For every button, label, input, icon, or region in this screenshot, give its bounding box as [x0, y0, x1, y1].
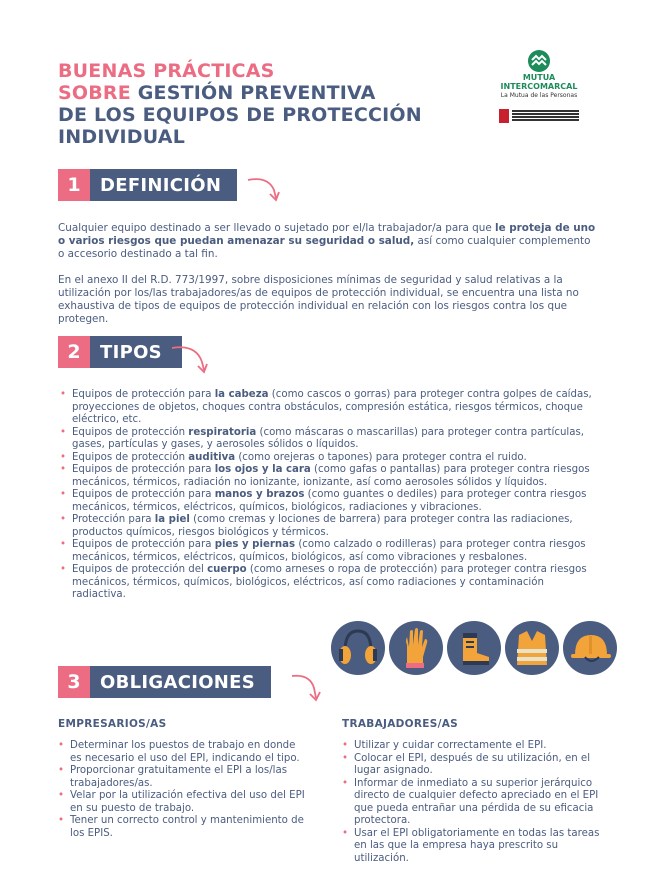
- ear-muffs-icon: [331, 621, 385, 675]
- section-definicion-header: [58, 169, 237, 201]
- item-text: (como guantes o dediles) para proteger contra riesgos mecánicos, térmicos, eléctricos, químicos, biológicos, radiaciones y vibraciones.: [72, 489, 587, 513]
- mutua-logo: [490, 50, 588, 124]
- curved-arrow-icon: [246, 176, 282, 206]
- item-text: (como cascos o gorras) para proteger contra golpes de caídas, proyecciones de objetos, choques contra obstáculos, compresión estática, riesgos térmicos, choque eléctrico, etc.: [72, 389, 592, 425]
- list-item: [60, 564, 600, 602]
- list-item: • Proporcionar gratuitamente el EPI a los/las trabajadores/as.: [58, 765, 308, 790]
- list-item: • Colocar el EPI, después de su utilización, en el lugar asignado.: [342, 753, 612, 778]
- government-seal-icon: [499, 108, 579, 124]
- boot-icon: [447, 621, 501, 675]
- item-bold: manos y brazos: [214, 489, 305, 500]
- curved-arrow-icon: [290, 672, 324, 706]
- item-text: Equipos de protección: [72, 451, 189, 463]
- list-item: [60, 489, 600, 514]
- list-item: [60, 514, 600, 539]
- logo-tagline: La Mutua de las Personas: [500, 92, 578, 99]
- list-item: • Velar por la utilización efectiva del uso del EPI en su puesto de trabajo.: [58, 790, 308, 815]
- item-bold: respiratoria: [188, 426, 257, 438]
- curved-arrow-icon: [170, 344, 210, 378]
- item-bold: cuerpo: [207, 564, 247, 575]
- section-tipos-header: [58, 336, 182, 368]
- item-text: (como máscaras o mascarillas) para proteger contra partículas, gases, partículas y gases, y aerosoles sólidos o líquidos.: [72, 426, 585, 450]
- list-item: • Informar de inmediato a su superior jerárquico directo de cualquier defecto apreciado en el EPI que pueda entrañar una pérdida de su eficacia protectora.: [342, 778, 612, 828]
- item-text: Equipos de protección para: [72, 539, 215, 550]
- definicion-text-bold: le proteja de uno o varios riesgos que puedan amenazar su seguridad o salud,: [58, 222, 596, 247]
- item-bold: la piel: [154, 514, 190, 525]
- item-text: Equipos de protección para: [72, 464, 215, 475]
- title-line-2-pink: SOBRE: [58, 82, 131, 104]
- logo-line-1: MUTUA: [522, 73, 556, 82]
- section-number: 1: [58, 169, 90, 201]
- helmet-icon: [563, 621, 617, 675]
- list-item: • Tener un correcto control y mantenimiento de los EPIS.: [58, 815, 308, 840]
- item-text: Equipos de protección para: [72, 389, 215, 400]
- item-text: Equipos de protección: [72, 426, 189, 438]
- item-bold: auditiva: [188, 451, 236, 463]
- item-text: (como orejeras o tapones) para proteger contra el ruido.: [235, 451, 527, 463]
- item-text: (como cremas y lociones de barrera) para proteger contra las radiaciones, productos químicos, riesgos biológicos y térmicos.: [72, 514, 573, 538]
- list-item: [60, 389, 600, 427]
- list-item: [60, 464, 600, 489]
- definicion-text-a: Cualquier equipo destinado a ser llevado o sujetado por el/la trabajador/a para que: [58, 222, 496, 234]
- glove-icon: [389, 621, 443, 675]
- item-text: (como arneses o ropa de protección) para proteger contra riesgos mecánicos, térmicos, químicos, biológicos, eléctricos, así como radiaciones y contaminación radiactiva.: [72, 564, 587, 600]
- item-text: (como calzado o rodilleras) para proteger contra riesgos mecánicos, térmicos, eléctricos, químicos, biológicos, así como vibraciones y resbalones.: [72, 539, 586, 563]
- section-obligaciones-header: [58, 666, 271, 698]
- title-line-2: [58, 82, 422, 104]
- logo-line-2: INTERCOMARCAL: [500, 82, 578, 91]
- safety-vest-icon: [505, 621, 559, 675]
- item-text: Equipos de protección del: [72, 564, 208, 575]
- mutua-logo-icon: [528, 50, 550, 72]
- section-label: DEFINICIÓN: [90, 169, 237, 201]
- section-number: 2: [58, 336, 90, 368]
- definicion-paragraph-2: En el anexo II del R.D. 773/1997, sobre disposiciones mínimas de seguridad y salud relativas a la utilización por los/las trabajadores/as de equipos de protección individual, se encuentra una lista no exhaustiva de tipos de equipos de protección individual en relación con los riesgos contra los que protegen.: [58, 274, 579, 325]
- list-item: • Utilizar y cuidar correctamente el EPI.: [342, 740, 612, 753]
- item-text: (como gafas o pantallas) para proteger contra riesgos mecánicos, térmicos, radiación no ionizante, ionizante, así como aerosoles sólidos y líquidos.: [72, 464, 590, 488]
- list-item: [60, 452, 600, 465]
- empresarios-list: [58, 740, 308, 840]
- item-bold: pies y piernas: [214, 539, 296, 550]
- trabajadores-list: [342, 740, 612, 865]
- page-title: [58, 60, 422, 148]
- title-line-2-rest: GESTIÓN PREVENTIVA: [130, 82, 376, 104]
- tipos-list: [60, 389, 600, 602]
- title-line-4: INDIVIDUAL: [58, 126, 186, 148]
- section-number: 3: [58, 666, 90, 698]
- list-item: • Usar el EPI obligatoriamente en todas las tareas en las que la empresa haya prescrito su utilización.: [342, 828, 612, 866]
- definicion-paragraph-1: [58, 222, 598, 261]
- empresarios-heading: EMPRESARIOS/AS: [58, 718, 167, 730]
- trabajadores-heading: TRABAJADORES/AS: [342, 718, 459, 730]
- item-text: Protección para: [72, 514, 155, 525]
- list-item: • Determinar los puestos de trabajo en donde es necesario el uso del EPI, indicando el tipo.: [58, 740, 308, 765]
- list-item: [60, 427, 600, 452]
- epi-icons-row: [331, 621, 617, 675]
- item-text: Equipos de protección para: [72, 489, 215, 500]
- section-label: TIPOS: [90, 336, 182, 368]
- section-label: OBLIGACIONES: [90, 666, 271, 698]
- title-line-1: BUENAS PRÁCTICAS: [58, 60, 275, 82]
- item-bold: la cabeza: [214, 389, 269, 400]
- list-item: [60, 539, 600, 564]
- title-line-3: DE LOS EQUIPOS DE PROTECCIÓN: [58, 104, 422, 126]
- item-bold: los ojos y la cara: [214, 464, 311, 475]
- definicion-text-c: así como cualquier complemento o accesorio destinado a tal fin.: [58, 235, 591, 260]
